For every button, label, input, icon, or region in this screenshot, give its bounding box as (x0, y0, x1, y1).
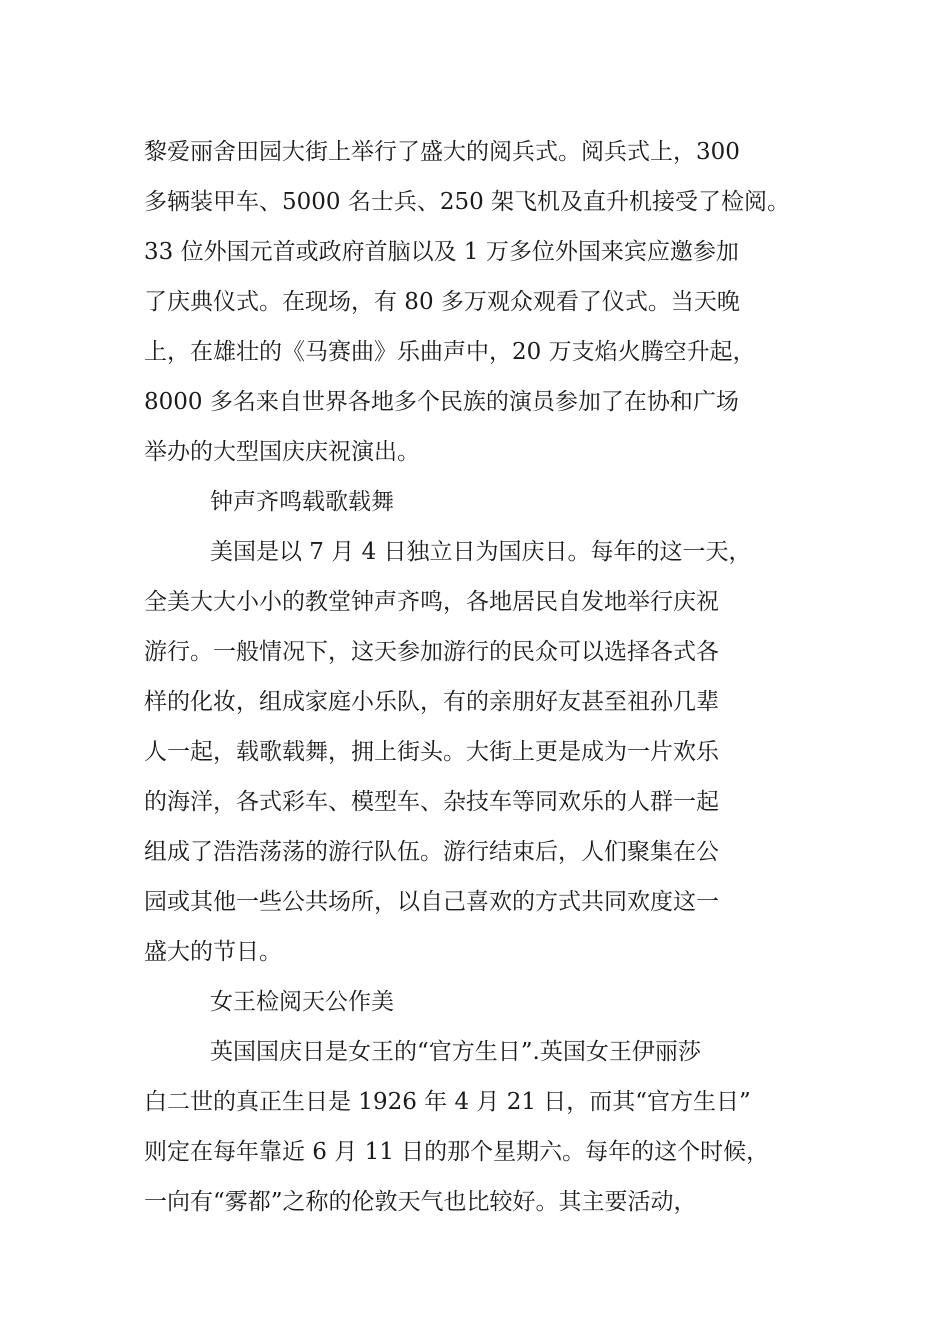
paragraph-line: 了庆典仪式。在现场，有 80 多万观众观看了仪式。当天晚 (144, 289, 740, 315)
paragraph-line: 美国是以 7 月 4 日独立日为国庆日。每年的这一天， (210, 539, 752, 565)
paragraph-line: 黎爱丽舍田园大街上举行了盛大的阅兵式。阅兵式上，300 (144, 139, 740, 165)
paragraph-line: 8000 多名来自世界各地多个民族的演员参加了在协和广场 (144, 389, 739, 415)
paragraph-line: 白二世的真正生日是 1926 年 4 月 21 日，而其“官方生日” (144, 1089, 751, 1115)
section-heading: 钟声齐鸣载歌载舞 (210, 489, 394, 515)
paragraph-line: 组成了浩浩荡荡的游行队伍。游行结束后，人们聚集在公 (144, 839, 719, 865)
paragraph-line: 多辆装甲车、5000 名士兵、250 架飞机及直升机接受了检阅。 (144, 189, 791, 215)
paragraph-line: 举办的大型国庆庆祝演出。 (144, 439, 420, 465)
paragraph-line: 33 位外国元首或政府首脑以及 1 万多位外国来宾应邀参加 (144, 239, 739, 265)
paragraph-line: 一向有“雾都”之称的伦敦天气也比较好。其主要活动， (144, 1189, 697, 1215)
document-body (144, 127, 814, 1227)
paragraph-line: 园或其他一些公共场所，以自己喜欢的方式共同欢度这一 (144, 889, 719, 915)
paragraph-line: 全美大大小小的教堂钟声齐鸣，各地居民自发地举行庆祝 (144, 589, 719, 615)
paragraph-line: 英国国庆日是女王的“官方生日”.英国女王伊丽莎 (210, 1039, 701, 1065)
paragraph-line: 盛大的节日。 (144, 939, 282, 965)
section-heading: 女王检阅天公作美 (210, 989, 394, 1015)
paragraph-line: 人一起，载歌载舞，拥上街头。大街上更是成为一片欢乐 (144, 739, 719, 765)
paragraph-line: 则定在每年靠近 6 月 11 日的那个星期六。每年的这个时候， (144, 1139, 770, 1165)
paragraph-line: 样的化妆，组成家庭小乐队，有的亲朋好友甚至祖孙几辈 (144, 689, 719, 715)
paragraph-line: 上，在雄壮的《马赛曲》乐曲声中，20 万支焰火腾空升起， (144, 339, 756, 365)
paragraph-line: 的海洋，各式彩车、模型车、杂技车等同欢乐的人群一起 (144, 789, 719, 815)
paragraph-line: 游行。一般情况下，这天参加游行的民众可以选择各式各 (144, 639, 719, 665)
